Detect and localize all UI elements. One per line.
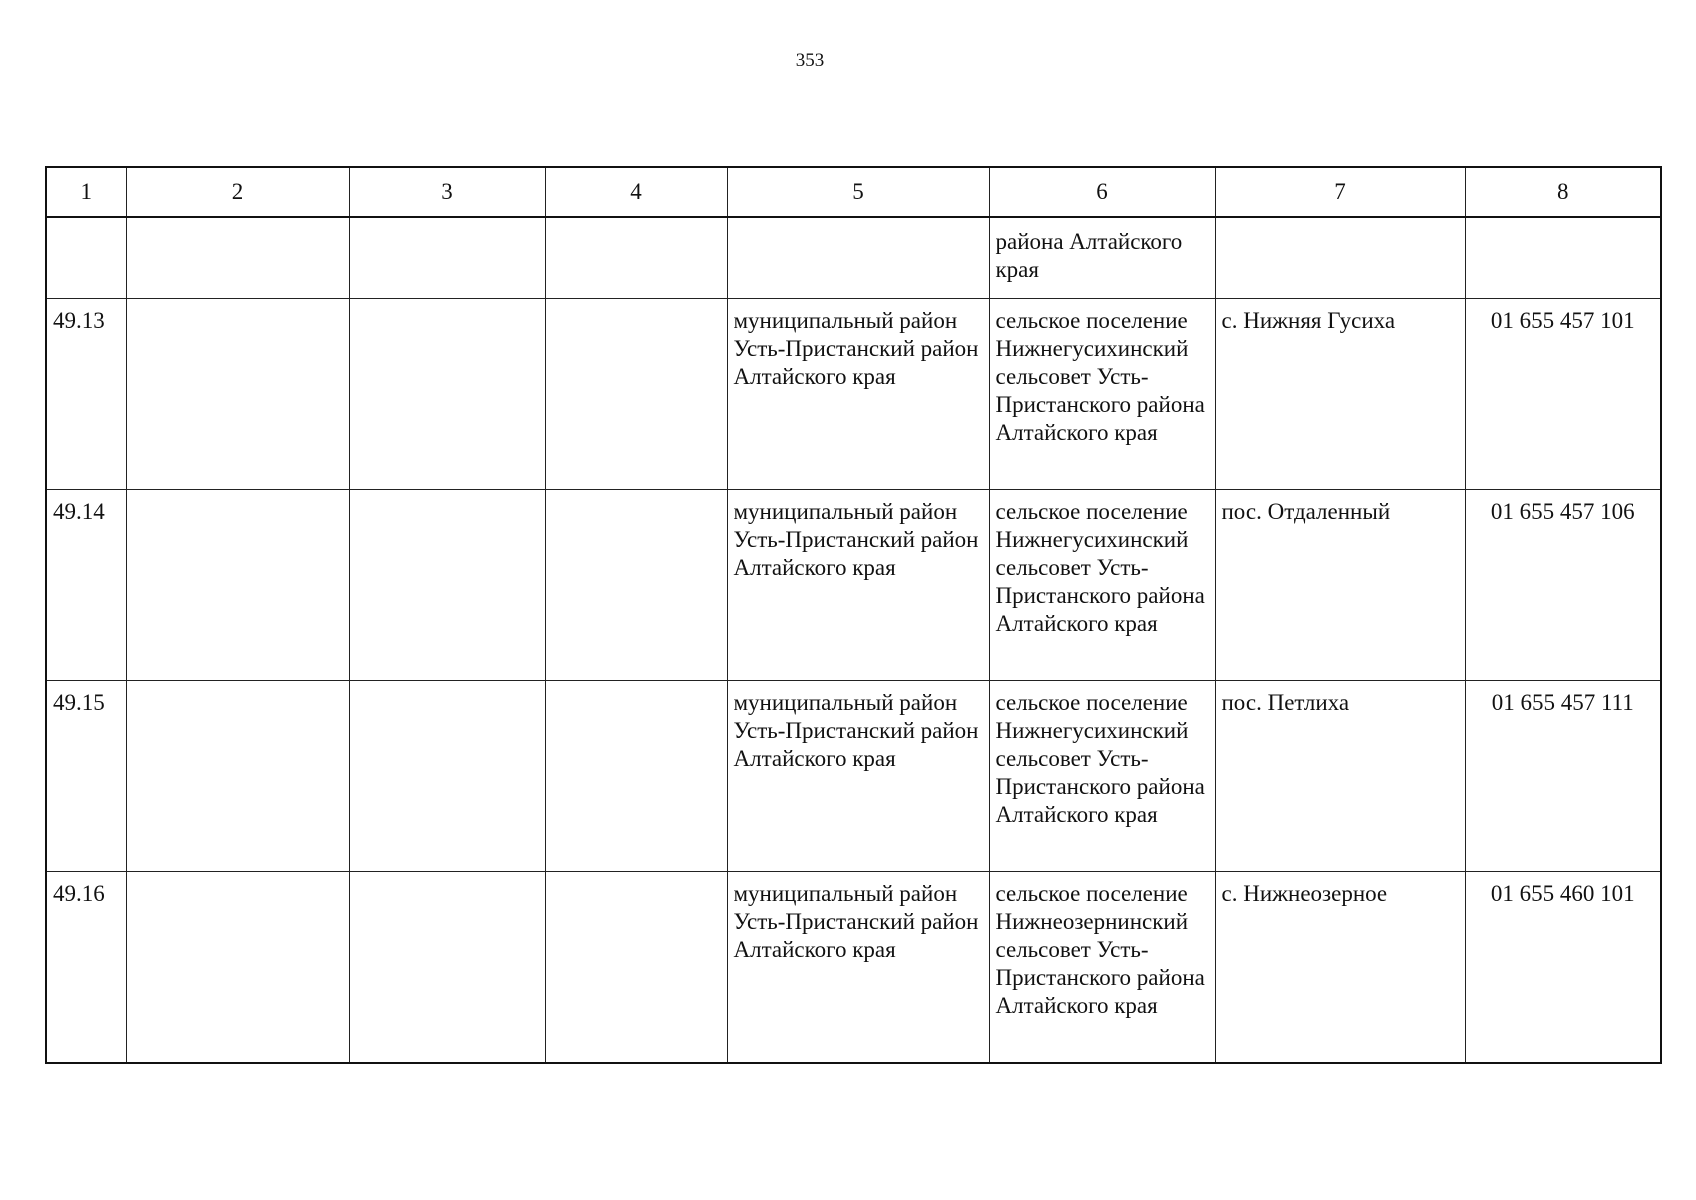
- row-number: 49.13: [46, 299, 126, 490]
- locality-cell: с. Нижнеозерное: [1215, 872, 1465, 1064]
- table-cell: [126, 490, 349, 681]
- row-number: 49.14: [46, 490, 126, 681]
- page-number: 353: [795, 50, 825, 71]
- table-cell: [349, 299, 545, 490]
- table-row: [46, 490, 1661, 681]
- table-cell: [727, 217, 989, 299]
- header-row: [46, 167, 1661, 217]
- table-row: [46, 681, 1661, 872]
- code-cell: 01 655 457 111: [1465, 681, 1661, 872]
- header-cell: 6: [989, 167, 1215, 217]
- code-cell: 01 655 460 101: [1465, 872, 1661, 1064]
- table-cell: [545, 872, 727, 1064]
- table-cell: [545, 299, 727, 490]
- table-cell: [1465, 217, 1661, 299]
- locality-cell: пос. Петлиха: [1215, 681, 1465, 872]
- header-cell: 4: [545, 167, 727, 217]
- table-row: [46, 872, 1661, 1064]
- municipal-district-cell: муниципальный район Усть-Пристанский район Алтайского края: [727, 681, 989, 872]
- code-cell: 01 655 457 106: [1465, 490, 1661, 681]
- table-cell: [46, 217, 126, 299]
- table-cell: [1215, 217, 1465, 299]
- table-cell: [126, 681, 349, 872]
- table-cell: [349, 490, 545, 681]
- header-cell: 3: [349, 167, 545, 217]
- table-cell: [349, 681, 545, 872]
- table-row: [46, 299, 1661, 490]
- table-row-continuation: [46, 217, 1661, 299]
- table-cell: [349, 872, 545, 1064]
- municipal-district-cell: муниципальный район Усть-Пристанский район Алтайского края: [727, 872, 989, 1064]
- table-cell: [126, 217, 349, 299]
- settlement-cell: сельское поселение Нижнегусихинский сельсовет Усть-Пристанского района Алтайского края: [989, 490, 1215, 681]
- municipal-district-cell: муниципальный район Усть-Пристанский район Алтайского края: [727, 299, 989, 490]
- table-cell: [545, 490, 727, 681]
- header-cell: 5: [727, 167, 989, 217]
- settlement-cell: сельское поселение Нижнегусихинский сельсовет Усть-Пристанского района Алтайского края: [989, 681, 1215, 872]
- table-cell: [126, 299, 349, 490]
- locality-cell: с. Нижняя Гусиха: [1215, 299, 1465, 490]
- settlement-cell: сельское поселение Нижнеозернинский сельсовет Усть-Пристанского района Алтайского края: [989, 872, 1215, 1064]
- table-cell: района Алтайского края: [989, 217, 1215, 299]
- settlement-cell: сельское поселение Нижнегусихинский сельсовет Усть-Пристанского района Алтайского края: [989, 299, 1215, 490]
- header-cell: 7: [1215, 167, 1465, 217]
- document-table: [45, 166, 1662, 1064]
- locality-cell: пос. Отдаленный: [1215, 490, 1465, 681]
- table-cell: [545, 217, 727, 299]
- header-cell: 1: [46, 167, 126, 217]
- table-cell: [349, 217, 545, 299]
- row-number: 49.15: [46, 681, 126, 872]
- table-cell: [126, 872, 349, 1064]
- header-cell: 8: [1465, 167, 1661, 217]
- row-number: 49.16: [46, 872, 126, 1064]
- code-cell: 01 655 457 101: [1465, 299, 1661, 490]
- municipal-district-cell: муниципальный район Усть-Пристанский район Алтайского края: [727, 490, 989, 681]
- table-cell: [545, 681, 727, 872]
- header-cell: 2: [126, 167, 349, 217]
